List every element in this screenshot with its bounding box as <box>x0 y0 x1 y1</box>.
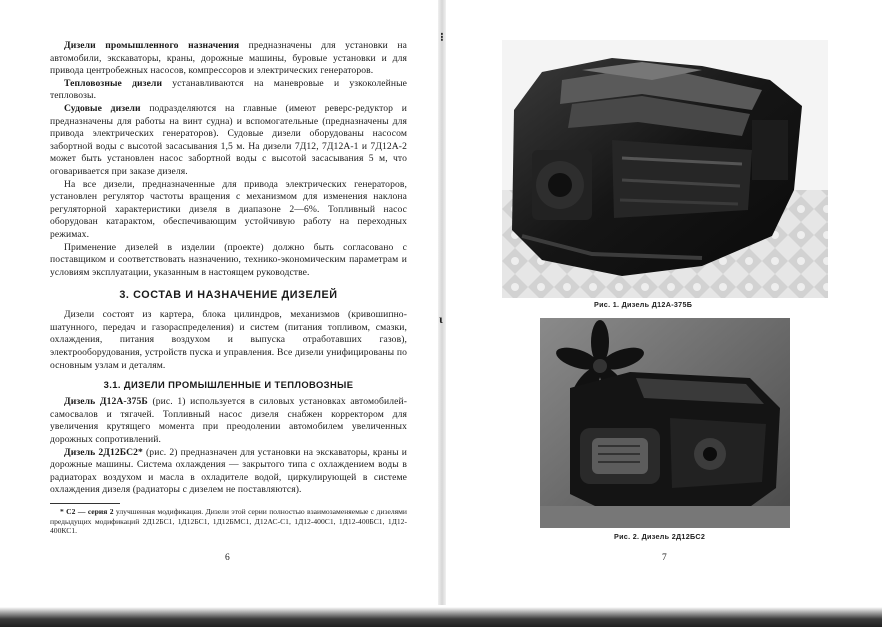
section-heading: 3. СОСТАВ И НАЗНАЧЕНИЕ ДИЗЕЛЕЙ <box>119 289 338 302</box>
paragraph-marine: Судовые дизели подразделяются на главные (имеют реверс-редуктор и предназначены для работы на винт судна) и вспомогательные (предназначены для привода электрических генераторов). Судовые дизели оборудованы насосом забортной воды с высотой засасывания 1,5 м. На дизели 7Д12, 7Д12А-1 и 7Д12А-2 может быть установлен насос забортной воды с высотой засасывания 5 м, что оговаривается при заказе дизеля. <box>50 102 407 177</box>
engine-d12a-image <box>502 40 828 298</box>
paragraph-composition: Дизели состоят из картера, блока цилиндров, механизмов (кривошипно-шатунного, передач и газораспределения) и систем (питания топливом, смазки, охлаждения, питания воздухом и выпуска отработавших газов), электрооборудования, устройств пуска и управления. Все дизели унифицированы по основным узлам и деталям. <box>50 309 407 371</box>
figure-2-caption: Рис. 2. Дизель 2Д12БС2 <box>614 532 706 541</box>
page-number-right: 7 <box>662 553 667 563</box>
gutter-mark: ⁝ <box>440 30 444 44</box>
figure-1-caption: Рис. 1. Дизель Д12А-375Б <box>594 300 693 309</box>
left-page <box>50 40 407 536</box>
engine-2d12bs2-image <box>540 318 790 528</box>
paragraph-locomotive: Тепловозные дизели устанавливаются на маневровые и узкоколейные тепловозы. <box>50 77 407 102</box>
book-gutter <box>438 0 446 605</box>
paragraph-2d12bs2: Дизель 2Д12БС2* (рис. 2) предназначен для установки на экскаваторы, краны и дорожные машины. Система охлаждения — закрытого типа с охлаждением воды в радиаторах воздухом и масла в охладителе водой, циркулирующей в системе охлаждения дизеля (радиаторы с дизелем не поставляются). <box>50 446 407 496</box>
figure-2-photo <box>540 318 790 528</box>
paragraph-d12a: Дизель Д12А-375Б (рис. 1) используется в силовых установках автомобилей-самосвалов и тягачей. Топливный насос дизеля снабжен корректором для увеличения крутящего момента при преодолении автомобилем увеличенных дорожных сопротивлений. <box>50 396 407 446</box>
subsection-heading: 3.1. ДИЗЕЛИ ПРОМЫШЛЕННЫЕ И ТЕПЛОВОЗНЫЕ <box>103 379 354 391</box>
paragraph-application: Применение дизелей в изделии (проекте) должно быть согласовано с поставщиком и соответствовать назначению, технико-экономическим параметрам и условиям эксплуатации, указанным в настоящем руководстве. <box>50 241 407 278</box>
paragraph-generators: На все дизели, предназначенные для привода электрических генераторов, установлен регулятор частоты вращения с механизмом для изменения наклона регуляторной характеристики дизеля в диапазоне 2—6%. Топливный насос оборудован катарактом, обеспечивающим устойчивую работу на переходных режимах. <box>50 178 407 240</box>
footnote: * С2 — серия 2 улучшенная модификация. Дизели этой серии полностью взаимозаменяемые с дизелями предыдущих модификаций 2Д12БС1, 1Д12БС1, 1Д12БМС1, Д12АС-С1, 1Д12-400С1, 1Д12-400БС1, 1Д12-400КС1. <box>50 507 407 536</box>
footnote-rule <box>50 503 120 504</box>
figure-1-photo <box>502 40 828 298</box>
scan-bottom-edge <box>0 607 882 627</box>
paragraph-industrial: Дизели промышленного назначения предназначены для установки на автомобили, экскаваторы, краны, дорожные машины, буровые установки и для привода центробежных насосов, компрессоров и электрических генераторов. <box>50 40 408 77</box>
page-number-left: 6 <box>225 553 230 563</box>
gutter-mark: ι <box>439 312 443 326</box>
